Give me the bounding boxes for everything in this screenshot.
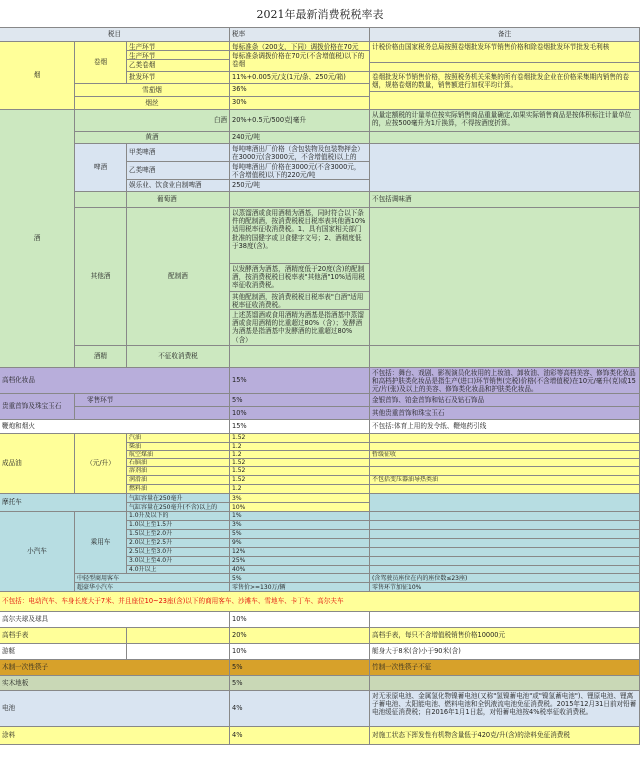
paint-note: 对施工状态下挥发性有机物含量低于420克/升(含)的涂料免征消费税 (370, 727, 640, 745)
paint-rate: 4% (230, 727, 370, 745)
blank-cell (230, 346, 370, 368)
blank-cell (370, 676, 640, 691)
car-rate: 3% (230, 521, 370, 530)
battery-label: 电池 (0, 691, 230, 727)
blank-cell (370, 208, 640, 346)
oil-item-rate: 1.2 (230, 443, 370, 451)
cigarette-label: 卷烟 (75, 42, 127, 84)
blank-cell (370, 548, 640, 557)
jewelry-other-rate: 10% (230, 407, 370, 420)
car-rate: 40% (230, 566, 370, 574)
car-displacement: 1.0以上至1.5升 (127, 521, 230, 530)
blank-cell (370, 494, 640, 512)
jewelry-retail-label: 零售环节 (75, 394, 230, 407)
oil-item-name: 溶剂油 (127, 467, 230, 476)
beer-sub-3: 娱乐业、饮食业自制啤酒 (127, 180, 230, 192)
car-rate: 9% (230, 539, 370, 548)
huangjiu-label: 黄酒 (75, 132, 230, 144)
mixed-rate-4: 上述蒸馏酒或食用酒精为酒基是指酒基中蒸馏酒或食用酒精的比重超过80%（含）；发酵酒为酒基是指酒基中发酵酒的比重超过80%（含） (230, 310, 370, 346)
beer-sub-1: 甲类啤酒 (127, 144, 230, 162)
car-displacement: 4.0升以上 (127, 566, 230, 574)
cigarette-sub-3: 乙类卷烟 (127, 60, 230, 72)
blank-cell (370, 521, 640, 530)
blank-cell (370, 144, 640, 192)
car-rate: 12% (230, 548, 370, 557)
alcohol-label: 酒精 (75, 346, 127, 368)
blank-cell (370, 512, 640, 521)
floor-rate: 5% (230, 676, 370, 691)
jewelry-label: 贵重首饰及珠宝玉石 (0, 394, 75, 420)
chopsticks-note: 竹制一次性筷子不征 (370, 660, 640, 676)
cigar-rate: 36% (230, 84, 370, 97)
chopsticks-label: 木制一次性筷子 (0, 660, 230, 676)
moto-rate-1: 3% (230, 494, 370, 503)
mid-bus-note: (含驾驶员座位在内的座位数≤23座) (370, 574, 640, 583)
cigarette-rate-1: 每标准条（200支，下同）调拨价格在70元 (230, 42, 370, 51)
blank-cell (230, 192, 370, 208)
car-rate: 25% (230, 557, 370, 566)
blank-cell (370, 612, 640, 628)
oil-item-note: 暂缓征收 (370, 451, 640, 459)
watch-label: 高档手表 (0, 628, 127, 644)
oil-item-rate: 1.2 (230, 485, 370, 494)
luxury-car-note: 零售环节加征10% (370, 583, 640, 592)
oil-label: 成品油 (0, 434, 75, 494)
car-displacement: 2.0以上至2.5升 (127, 539, 230, 548)
battery-rate: 4% (230, 691, 370, 727)
cosmetics-label: 高档化妆品 (0, 368, 230, 394)
moto-row-2: 气缸容量在250毫升(不含)以上的 (127, 503, 230, 512)
beer-label: 啤酒 (75, 144, 127, 192)
category-tobacco: 烟 (0, 42, 75, 110)
moto-row-1: 气缸容量在250毫升 (127, 494, 230, 503)
oil-item-note (370, 459, 640, 467)
car-displacement: 3.0以上至4.0升 (127, 557, 230, 566)
mixed-liquor-label: 配制酒 (127, 208, 230, 346)
yacht-note: 艇身大于8米(含)小于90米(含) (370, 644, 640, 660)
car-displacement: 1.5以上至2.0升 (127, 530, 230, 539)
baijiu-note: 从量定额税的计量单位按实际销售商品重量确定,如果实际销售商品是按体积标注计量单位的，应按500毫升为1斤换算，不得按酒度折算。 (370, 110, 640, 132)
alcohol-rate: 不征收消费税 (127, 346, 230, 368)
cut-tobacco-rate: 30% (230, 97, 370, 110)
blank-cell (370, 557, 640, 566)
oil-item-name: 燃料油 (127, 485, 230, 494)
car-label: 小汽车 (0, 512, 75, 592)
car-exclusion-note: 不包括：电动汽车、车身长度大于7米、并且座位10~23座(含)以下的商用客车、沙滩车、雪地车、卡丁车、高尔夫车 (0, 592, 640, 612)
mid-bus-rate: 5% (230, 574, 370, 583)
golf-label: 高尔夫球及球具 (0, 612, 230, 628)
beer-rate-2: 每吨啤酒出厂价格在3000元(不含3000元，不含增值税)以下的220元/吨 (230, 162, 370, 180)
header-rate: 税率 (230, 28, 370, 42)
car-rate: 1% (230, 512, 370, 521)
paint-label: 涂料 (0, 727, 230, 745)
oil-item-note (370, 443, 640, 451)
battery-note: 对无汞原电池、金属氢化物镍蓄电池(又称"氢镍蓄电池"或"镍氢蓄电池")、锂原电池、锂离子蓄电池、太阳能电池、燃料电池和全钒液流电池免征消费税。2015年12月31日前对铅蓄电池缓征消费税；自2016年1月1日起，对铅蓄电池按4%税率征收消费税。 (370, 691, 640, 727)
golf-rate: 10% (230, 612, 370, 628)
beer-rate-1: 每吨啤酒出厂价格（含包装物及包装物押金）在3000元(含3000元，不含增值税)以上的 (230, 144, 370, 162)
cigarette-note-4: 卷烟批发环节销售价格，按照税务机关采集的所有卷烟批发企业在价格采集期内销售的卷烟，规格卷烟的数量，销售额进行加权平均计算。 (370, 72, 640, 92)
blank-cell (370, 63, 640, 72)
oil-item-rate: 1.52 (230, 476, 370, 485)
cigarette-rate-4: 11%+0.005元/支(1元/条、250元/箱) (230, 72, 370, 84)
oil-item-name: 汽油 (127, 434, 230, 443)
fireworks-label: 鞭炮和烟火 (0, 420, 230, 434)
car-rate: 5% (230, 530, 370, 539)
oil-item-rate: 1.52 (230, 467, 370, 476)
blank-cell (127, 628, 230, 644)
car-displacement: 1.0升及以下的 (127, 512, 230, 521)
cigar-label: 雪茄烟 (75, 84, 230, 97)
mixed-rate-1: 以蒸馏酒或食用酒精为酒基，同时符合以下条件的配制酒，按消费税税目税率表其他酒10%适用税率征收消费税。1、具有国家相关部门 批准的国健字或卫食健字文号；2、酒精度低于38度(含)。 (230, 208, 370, 264)
cigarette-sub-4: 批发环节 (127, 72, 230, 84)
blank-cell (75, 192, 127, 208)
cigarette-note-1: 计税价格由国家税务总局按照卷烟批发环节销售价格和除卷烟批发环节批发毛利核 (370, 42, 640, 63)
beer-sub-2: 乙类啤酒 (127, 162, 230, 180)
mid-bus-label: 中轻型商用客车 (75, 574, 230, 583)
jewelry-retail-rate: 5% (230, 394, 370, 407)
oil-item-name: 航空煤油 (127, 451, 230, 459)
beer-rate-3: 250元/吨 (230, 180, 370, 192)
cigarette-sub-2: 生产环节 (127, 51, 230, 60)
cigarette-sub-1: 生产环节 (127, 42, 230, 51)
passenger-car-label: 乘用车 (75, 512, 127, 574)
oil-item-name: 柴油 (127, 443, 230, 451)
category-liquor: 酒 (0, 110, 75, 368)
blank-cell (370, 530, 640, 539)
jewelry-other-note: 其他贵重首饰和珠宝玉石 (370, 407, 640, 420)
luxury-car-label: 超豪华小汽车 (75, 583, 230, 592)
blank-cell (370, 132, 640, 144)
wine-note: 不包括调味酒 (370, 192, 640, 208)
huangjiu-rate: 240元/吨 (230, 132, 370, 144)
oil-item-rate: 1.52 (230, 459, 370, 467)
yacht-rate: 10% (230, 644, 370, 660)
header-item: 税目 (0, 28, 230, 42)
watch-note: 高档手表，每只不含增值税销售价格10000元 (370, 628, 640, 644)
blank-cell (75, 407, 230, 420)
chopsticks-rate: 5% (230, 660, 370, 676)
blank-cell (370, 539, 640, 548)
yacht-label: 游艇 (0, 644, 127, 660)
cut-tobacco-label: 烟丝 (75, 97, 230, 110)
cigarette-rate-2: 每标准条调拨价格在70元(不含增值税)以下的卷烟 (230, 51, 370, 72)
blank-cell (370, 92, 640, 110)
oil-item-note (370, 485, 640, 494)
fireworks-rate: 15% (230, 420, 370, 434)
baijiu-label: 白酒 (75, 110, 230, 132)
blank-cell (370, 346, 640, 368)
blank-cell (370, 566, 640, 574)
baijiu-rate: 20%+0.5元/500克|毫升 (230, 110, 370, 132)
oil-item-name: 润滑油 (127, 476, 230, 485)
car-displacement: 2.5以上至3.0升 (127, 548, 230, 557)
cosmetics-rate: 15% (230, 368, 370, 394)
oil-item-rate: 1.52 (230, 434, 370, 443)
sheet-title: 2021年最新消费税税率表 (0, 0, 640, 28)
floor-label: 实木地板 (0, 676, 230, 691)
jewelry-retail-note: 金银首饰、铂金首饰和钻石及钻石饰品 (370, 394, 640, 407)
motorcycle-label: 摩托车 (0, 494, 127, 512)
fireworks-note: 不包括:体育上用的发令纸、鞭炮药引线 (370, 420, 640, 434)
mixed-rate-2: 以发酵酒为酒基，酒精度低于20度(含)的配制酒，按消费税税目税率表"其他酒"10%适用税率征收消费税。 (230, 264, 370, 292)
oil-item-rate: 1.2 (230, 451, 370, 459)
moto-rate-2: 10% (230, 503, 370, 512)
oil-item-note: 不包括变压器油导热类油 (370, 476, 640, 485)
mixed-rate-3: 其他配制酒，按消费税税目税率表"白酒"适用税率征收消费税。 (230, 292, 370, 310)
header-row (0, 28, 640, 42)
header-note: 备注 (370, 28, 640, 42)
oil-unit: （元/升） (75, 434, 127, 494)
cosmetics-note: 不包括：舞台、戏剧、影视演员化妆用的上妆油、卸妆油、油彩等高档美容、修饰类化妆品和高档护肤类化妆品是指生产(进口)环节销售(完税)价格(不含增值税)在10元/毫升(克)或15元/片(张)及以上的美容、修饰类化妆品和护肤类化妆品。 (370, 368, 640, 394)
wine-label: 葡萄酒 (127, 192, 230, 208)
watch-rate: 20% (230, 628, 370, 644)
blank-cell (127, 644, 230, 660)
oil-item-name: 石脑油 (127, 459, 230, 467)
luxury-car-rate: 零售价>=130万/辆 (230, 583, 370, 592)
other-liquor-label: 其他酒 (75, 208, 127, 346)
oil-item-note (370, 434, 640, 443)
oil-item-note (370, 467, 640, 476)
